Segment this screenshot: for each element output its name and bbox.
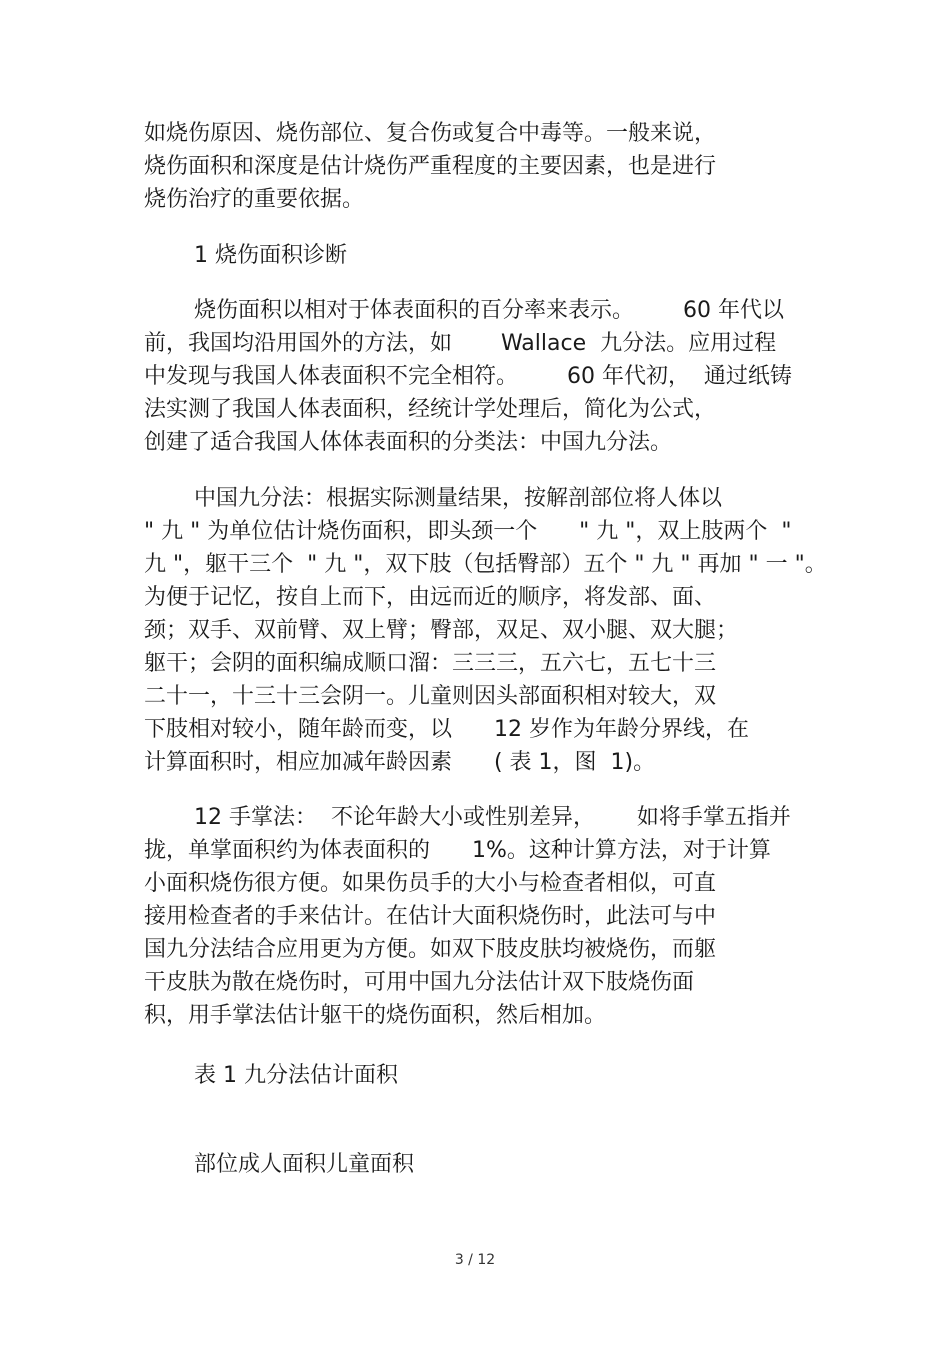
area-paragraph-line-1: 烧伤面积以相对于体表面积的百分率来表示。 60 年代以	[194, 298, 784, 323]
section-heading-1-line-1: 1 烧伤面积诊断	[194, 243, 347, 268]
nine-rule-paragraph-line-4: 为便于记忆，按自上而下，由远而近的顺序，将发部、面、	[144, 585, 717, 610]
intro-paragraph-line-1: 如烧伤原因、烧伤部位、复合伤或复合中毒等。一般来说，	[144, 121, 717, 146]
nine-rule-paragraph-line-8: 下肢相对较小，随年龄而变，以 12 岁作为年龄分界线，在	[144, 717, 749, 742]
page-number: 3 / 12	[454, 1252, 496, 1268]
palm-paragraph-line-3: 小面积烧伤很方便。如果伤员手的大小与检查者相似，可直	[144, 871, 717, 896]
area-paragraph-line-2: 前，我国均沿用国外的方法，如 Wallace 九分法。应用过程	[144, 331, 777, 356]
area-paragraph-line-4: 法实测了我国人体表面积，经统计学处理后，简化为公式，	[144, 397, 717, 422]
palm-paragraph-line-6: 干皮肤为散在烧伤时，可用中国九分法估计双下肢烧伤面	[144, 970, 695, 995]
intro-paragraph-line-3: 烧伤治疗的重要依据。	[144, 187, 365, 212]
palm-paragraph-line-4: 接用检查者的手来估计。在估计大面积烧伤时，此法可与中	[144, 904, 717, 929]
area-paragraph-line-3: 中发现与我国人体表面积不完全相符。 60 年代初， 通过纸铸	[144, 364, 792, 389]
palm-paragraph-line-1: 12 手掌法： 不论年龄大小或性别差异， 如将手掌五指并	[194, 805, 791, 830]
area-paragraph-line-5: 创建了适合我国人体体表面积的分类法：中国九分法。	[144, 430, 673, 455]
nine-rule-paragraph-line-5: 颈；双手、双前臂、双上臂；臀部，双足、双小腿、双大腿；	[144, 618, 739, 643]
nine-rule-paragraph-line-9: 计算面积时，相应加减年龄因素 ( 表 1，图 1)。	[144, 750, 656, 775]
intro-paragraph-line-2: 烧伤面积和深度是估计烧伤严重程度的主要因素，也是进行	[144, 154, 717, 179]
table-header-text-line-1: 部位成人面积儿童面积	[194, 1152, 415, 1177]
nine-rule-paragraph-line-6: 躯干；会阴的面积编成顺口溜：三三三，五六七，五七十三	[144, 651, 717, 676]
nine-rule-paragraph-line-7: 二十一，十三十三会阴一。儿童则因头部面积相对较大，双	[144, 684, 717, 709]
palm-paragraph-line-7: 积，用手掌法估计躯干的烧伤面积，然后相加。	[144, 1003, 607, 1028]
nine-rule-paragraph-line-3: 九 "，躯干三个 " 九 "，双下肢（包括臀部）五个 " 九 " 再加 " 一 "。	[144, 552, 827, 577]
nine-rule-paragraph-line-2: " 九 " 为单位估计烧伤面积，即头颈一个 " 九 "，双上肢两个 "	[144, 519, 792, 544]
palm-paragraph-line-2: 拢，单掌面积约为体表面积的 1%。这种计算方法，对于计算	[144, 838, 771, 863]
nine-rule-paragraph-line-1: 中国九分法：根据实际测量结果，按解剖部位将人体以	[194, 486, 723, 511]
palm-paragraph-line-5: 国九分法结合应用更为方便。如双下肢皮肤均被烧伤，而躯	[144, 937, 717, 962]
table-caption-line-1: 表 1 九分法估计面积	[194, 1063, 398, 1088]
